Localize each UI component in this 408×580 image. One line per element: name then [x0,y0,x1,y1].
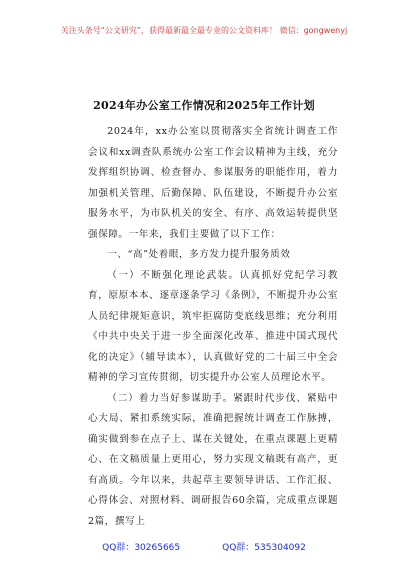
subsection-paragraph: （二）着力当好参谋助手。紧跟时代步伐、紧贴中心大局、紧扣系统实际，准确把握统计调查工作脉搏，确实做到参在点子上、谋在关键处，在重点课题上更精心、在文稿质量上更用心，努力实现文稿既有高产，更有高质。今年以来，共起草主要领导讲话、工作汇报、心得体会、对照材料、调研报告60余篇，完成重点课题2篇，撰写上 [88,392,338,527]
section-heading: 一、“高”处着眼，多方发力提升服务质效 [107,249,291,260]
subsection-paragraph: （一）不断强化理论武装。认真抓好党纪学习教育，原原本本、逐章逐条学习《条例》，不断提升办公室人员纪律规矩意识，筑牢拒腐防变底线思维；充分利用《中共中央关于进一步全面深化改革、推进中国式现代化的决定》（辅导读本），认真做好党的二十届三中全会精神的学习宣传贯彻，切实提升办公室人员理论水平。 [88,269,338,383]
footer-contacts [0,540,408,553]
promo-banner[interactable]: 关注头条号“公文研究”，获得最新最全最专业的公文资料库！ 微信：gongwenyj [60,26,348,35]
document-title: 2024年办公室工作情况和2025年工作计划 [93,99,315,112]
intro-paragraph: 2024年，xx办公室以贯彻落实全省统计调查工作会议和xx调查队系统办公室工作会议精神为主线，充分发挥组织协调、检查督办、参谋服务的职能作用，着力加强机关管理、后勤保障、队伍建设，不断提升办公室服务水平，为市队机关的安全、有序、高效运转提供坚强保障。一年来，我们主要做了以下工作： [88,126,338,240]
qq-group-link-1[interactable]: QQ群：30265665 [102,543,181,553]
document-body [88,122,338,532]
qq-group-link-2[interactable]: QQ群：535304092 [222,543,306,553]
